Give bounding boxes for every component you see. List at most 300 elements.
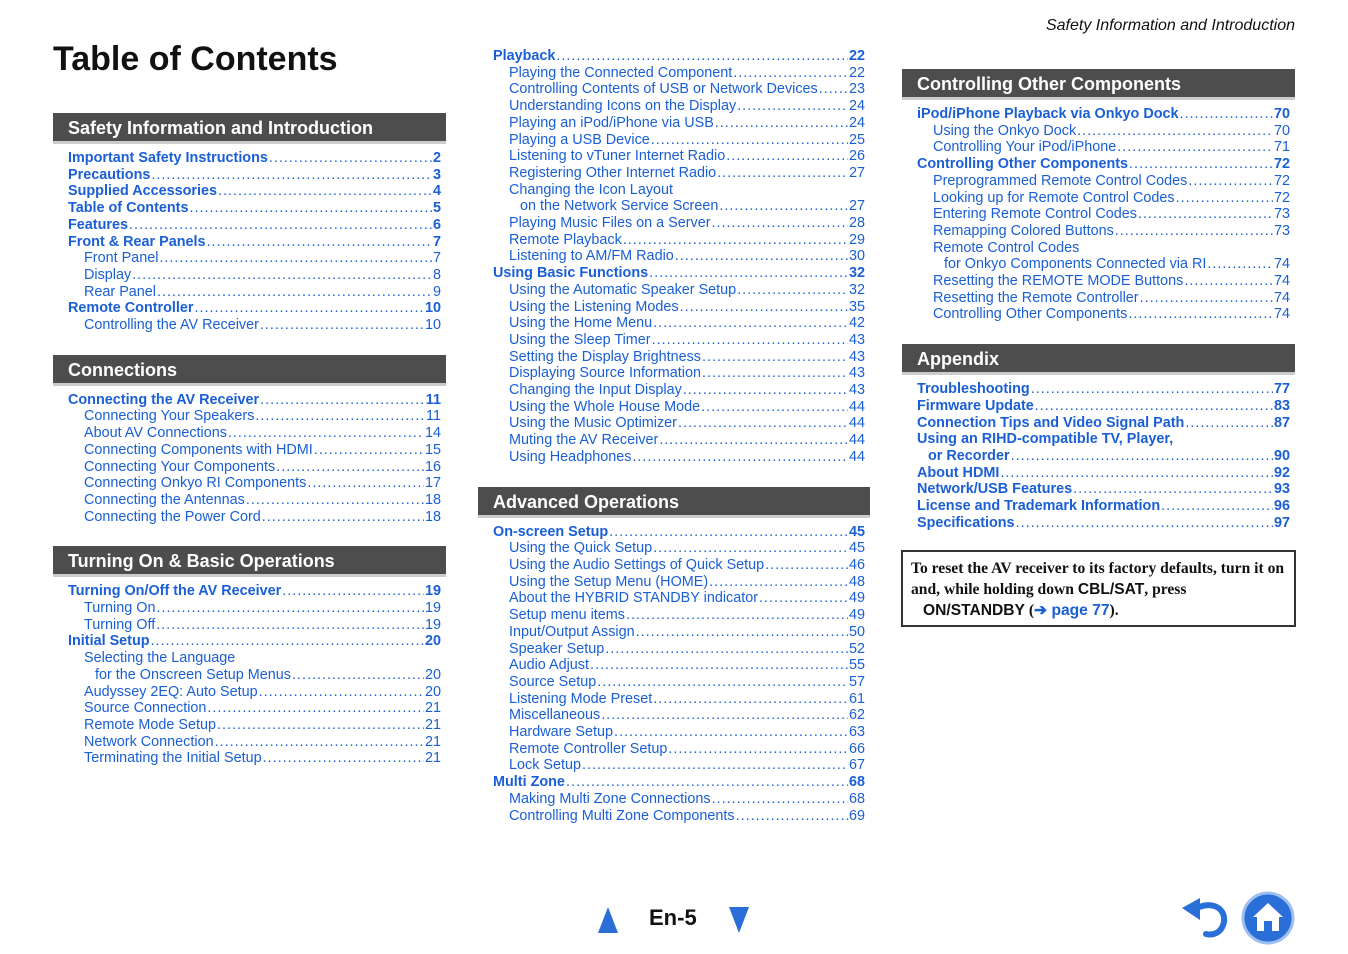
dot-leader xyxy=(636,624,848,641)
toc-column-right xyxy=(902,69,1295,531)
toc-entry-label: Muting the AV Receiver xyxy=(509,432,659,449)
dot-leader xyxy=(159,250,432,267)
dot-leader xyxy=(1180,106,1273,123)
dot-leader xyxy=(1115,223,1273,240)
toc-entry[interactable] xyxy=(493,557,865,574)
toc-entry-label: Listening to AM/FM Radio xyxy=(509,248,674,265)
toc-entry-page: 24 xyxy=(848,98,865,115)
toc-entry-label: Connecting Components with HDMI xyxy=(84,441,313,458)
dot-leader xyxy=(649,265,848,282)
toc-entry-label: Table of Contents xyxy=(68,200,189,217)
dot-leader xyxy=(736,808,848,825)
toc-entry-label: Changing the Icon Layout xyxy=(509,181,674,198)
toc-entry-label: Remote Playback xyxy=(509,231,622,248)
toc-entry-label: Precautions xyxy=(68,166,151,183)
toc-entry-page: 52 xyxy=(848,640,865,657)
section-heading: Appendix xyxy=(902,344,1295,375)
dot-leader xyxy=(189,200,432,217)
toc-entry[interactable] xyxy=(68,684,441,701)
toc-entry[interactable] xyxy=(493,707,865,724)
toc-entry[interactable] xyxy=(917,398,1290,415)
toc-entry-page: 92 xyxy=(1273,464,1290,481)
toc-entry[interactable] xyxy=(917,431,1290,448)
toc-section xyxy=(478,487,870,825)
toc-entry-page: 83 xyxy=(1273,397,1290,414)
toc-list xyxy=(53,144,446,334)
dot-leader xyxy=(582,757,848,774)
toc-entry[interactable] xyxy=(493,65,865,82)
toc-entry[interactable] xyxy=(917,173,1290,190)
toc-entry[interactable] xyxy=(493,774,865,791)
toc-entry-label: Using the Home Menu xyxy=(509,315,653,332)
toc-entry[interactable] xyxy=(68,234,441,251)
toc-entry-label: Resetting the REMOTE MODE Buttons xyxy=(933,273,1184,290)
toc-entry-label: Playing the Connected Component xyxy=(509,64,733,81)
toc-entry-page: 5 xyxy=(432,200,441,217)
toc-entry-page: 72 xyxy=(1273,189,1290,206)
dot-leader xyxy=(228,425,424,442)
toc-entry[interactable] xyxy=(493,674,865,691)
toc-entry-page: 20 xyxy=(424,633,441,650)
toc-entry-page: 87 xyxy=(1273,414,1290,431)
dot-leader xyxy=(1117,139,1273,156)
toc-entry-page: 44 xyxy=(848,398,865,415)
toc-entry-label: Preprogrammed Remote Control Codes xyxy=(933,172,1188,189)
toc-entry-label: Using the Setup Menu (HOME) xyxy=(509,573,709,590)
toc-entry[interactable] xyxy=(493,265,865,282)
toc-entry-label: Playback xyxy=(493,48,556,64)
dot-leader xyxy=(590,657,848,674)
dot-leader xyxy=(156,600,424,617)
toc-entry-page: 55 xyxy=(848,657,865,674)
toc-entry-label: Network Connection xyxy=(84,733,214,750)
toc-list xyxy=(53,386,446,526)
toc-entry-page: 69 xyxy=(848,807,865,824)
toc-entry-label: Lock Setup xyxy=(509,757,582,774)
toc-entry[interactable] xyxy=(917,223,1290,240)
toc-entry[interactable] xyxy=(493,607,865,624)
toc-entry-page: 9 xyxy=(432,283,441,300)
toc-entry[interactable] xyxy=(493,198,865,215)
toc-column-left xyxy=(53,113,446,767)
toc-entry-label: Remapping Colored Buttons xyxy=(933,222,1114,239)
toc-entry[interactable] xyxy=(493,624,865,641)
dot-leader xyxy=(605,641,848,658)
toc-entry-page: 27 xyxy=(848,198,865,215)
toc-entry-label: Turning On/Off the AV Receiver xyxy=(68,583,282,600)
toc-entry[interactable] xyxy=(493,48,865,65)
toc-entry[interactable] xyxy=(493,641,865,658)
dot-leader xyxy=(246,492,424,509)
toc-entry[interactable] xyxy=(493,282,865,299)
dot-leader xyxy=(659,432,848,449)
toc-entry-label: About the HYBRID STANDBY indicator xyxy=(509,590,759,607)
toc-entry[interactable] xyxy=(68,392,441,409)
toc-entry-label: Resetting the Remote Controller xyxy=(933,289,1139,306)
dot-leader xyxy=(1016,515,1273,532)
toc-entry[interactable] xyxy=(493,741,865,758)
toc-entry[interactable] xyxy=(493,98,865,115)
toc-entry[interactable] xyxy=(493,299,865,316)
toc-entry[interactable] xyxy=(68,583,441,600)
toc-entry-label: for the Onscreen Setup Menus xyxy=(95,666,291,683)
dot-leader xyxy=(1011,448,1273,465)
toc-entry[interactable] xyxy=(68,600,441,617)
toc-entry-page: 73 xyxy=(1273,206,1290,223)
toc-entry[interactable] xyxy=(68,167,441,184)
toc-entry-label: Listening Mode Preset xyxy=(509,690,653,707)
dot-leader xyxy=(1000,465,1273,482)
section-heading: Safety Information and Introduction xyxy=(53,113,446,144)
toc-entry[interactable] xyxy=(493,399,865,416)
toc-entry[interactable] xyxy=(493,182,865,199)
toc-entry[interactable] xyxy=(917,240,1290,257)
dot-leader xyxy=(759,590,848,607)
dot-leader xyxy=(207,700,424,717)
toc-entry-page: 44 xyxy=(848,415,865,432)
toc-entry[interactable] xyxy=(68,734,441,751)
toc-entry[interactable] xyxy=(917,381,1290,398)
toc-entry[interactable] xyxy=(493,449,865,466)
toc-entry-page: 43 xyxy=(848,382,865,399)
toc-entry-page: 35 xyxy=(848,298,865,315)
toc-entry[interactable] xyxy=(68,425,441,442)
dot-leader xyxy=(737,282,848,299)
dot-leader xyxy=(1077,123,1273,140)
toc-entry-page: 68 xyxy=(848,790,865,807)
toc-entry-label: Changing the Input Display xyxy=(509,382,682,399)
toc-entry[interactable] xyxy=(68,442,441,459)
note-paren-close: ). xyxy=(1109,602,1119,619)
toc-entry[interactable] xyxy=(493,215,865,232)
page-number: En-5 xyxy=(649,905,697,930)
toc-entry[interactable] xyxy=(68,408,441,425)
toc-entry[interactable] xyxy=(917,123,1290,140)
toc-section xyxy=(53,546,446,767)
toc-entry[interactable] xyxy=(68,317,441,334)
toc-entry-page: 21 xyxy=(424,750,441,767)
dot-leader xyxy=(609,524,848,541)
dot-leader xyxy=(653,691,848,708)
toc-section xyxy=(902,344,1295,531)
toc-entry[interactable] xyxy=(493,691,865,708)
up-triangle-icon[interactable] xyxy=(597,906,619,934)
toc-entry-label: Using the Audio Settings of Quick Setup xyxy=(509,556,765,573)
toc-entry[interactable] xyxy=(917,139,1290,156)
toc-entry-label: Turning Off xyxy=(84,616,156,633)
back-arrow-icon[interactable] xyxy=(1180,896,1228,938)
toc-entry-page: 70 xyxy=(1273,122,1290,139)
dot-leader xyxy=(719,198,848,215)
toc-entry-label: Important Safety Instructions xyxy=(68,150,268,166)
toc-entry-label: Listening to vTuner Internet Radio xyxy=(509,148,726,165)
home-icon[interactable] xyxy=(1241,891,1295,945)
toc-entry-label: Multi Zone xyxy=(493,774,565,791)
toc-entry-label: Front Panel xyxy=(84,250,159,267)
toc-entry[interactable] xyxy=(493,657,865,674)
toc-entry-page: 73 xyxy=(1273,222,1290,239)
toc-entry-page: 10 xyxy=(424,317,441,334)
toc-entry-page: 23 xyxy=(848,81,865,98)
toc-entry-page: 20 xyxy=(424,683,441,700)
toc-entry-label: Terminating the Initial Setup xyxy=(84,750,262,767)
toc-entry[interactable] xyxy=(493,382,865,399)
toc-entry-label: Connecting the Power Cord xyxy=(84,508,261,525)
toc-entry-page: 18 xyxy=(424,491,441,508)
toc-entry[interactable] xyxy=(493,791,865,808)
toc-entry-label: Playing an iPod/iPhone via USB xyxy=(509,114,714,131)
dot-leader xyxy=(260,392,425,409)
dot-leader xyxy=(623,232,848,249)
toc-entry[interactable] xyxy=(68,183,441,200)
toc-entry-label: Source Setup xyxy=(509,673,597,690)
toc-entry-label: Turning On xyxy=(84,600,156,617)
page-title: Table of Contents xyxy=(53,40,338,78)
dot-leader xyxy=(819,81,848,98)
toc-entry-page: 20 xyxy=(424,666,441,683)
toc-entry[interactable] xyxy=(68,617,441,634)
dot-leader xyxy=(675,248,848,265)
dot-leader xyxy=(156,617,424,634)
toc-entry-page: 49 xyxy=(848,590,865,607)
toc-entry-label: Entering Remote Control Codes xyxy=(933,206,1137,223)
toc-entry[interactable] xyxy=(493,365,865,382)
toc-entry-page: 72 xyxy=(1273,172,1290,189)
toc-entry-page: 15 xyxy=(424,441,441,458)
toc-entry[interactable] xyxy=(917,290,1290,307)
toc-entry[interactable] xyxy=(493,81,865,98)
toc-entry[interactable] xyxy=(493,115,865,132)
running-header: Safety Information and Introduction xyxy=(1045,17,1295,34)
toc-entry[interactable] xyxy=(917,515,1290,532)
factory-reset-note xyxy=(901,550,1296,627)
toc-entry[interactable] xyxy=(917,206,1290,223)
toc-entry-page: 6 xyxy=(432,216,441,233)
toc-entry[interactable] xyxy=(68,700,441,717)
toc-entry-page: 44 xyxy=(848,448,865,465)
toc-section xyxy=(53,355,446,526)
toc-entry[interactable] xyxy=(68,200,441,217)
toc-entry[interactable] xyxy=(493,232,865,249)
toc-entry[interactable] xyxy=(493,524,865,541)
toc-entry-page: 45 xyxy=(848,523,865,540)
toc-entry[interactable] xyxy=(917,190,1290,207)
toc-entry[interactable] xyxy=(917,256,1290,273)
toc-list xyxy=(478,48,870,466)
toc-entry[interactable] xyxy=(493,132,865,149)
dot-leader xyxy=(1129,156,1273,173)
section-heading: Connections xyxy=(53,355,446,386)
toc-entry[interactable] xyxy=(493,148,865,165)
section-heading: Advanced Operations xyxy=(478,487,870,518)
toc-entry[interactable] xyxy=(493,432,865,449)
toc-entry-label: Using the Music Optimizer xyxy=(509,415,677,432)
toc-entry[interactable] xyxy=(68,300,441,317)
dot-leader xyxy=(1138,206,1273,223)
toc-entry-label: Using the Whole House Mode xyxy=(509,398,701,415)
toc-entry-page: 68 xyxy=(848,774,865,791)
toc-entry-page: 14 xyxy=(424,425,441,442)
toc-entry-label: Using the Automatic Speaker Setup xyxy=(509,281,737,298)
toc-entry[interactable] xyxy=(917,465,1290,482)
dot-leader xyxy=(653,315,848,332)
toc-list xyxy=(53,577,446,767)
toc-entry[interactable] xyxy=(493,165,865,182)
toc-entry-page: 27 xyxy=(848,164,865,181)
toc-entry-page: 77 xyxy=(1273,381,1290,398)
toc-entry-label: Displaying Source Information xyxy=(509,365,701,382)
dot-leader xyxy=(1185,415,1273,432)
down-triangle-icon[interactable] xyxy=(728,906,750,934)
toc-entry-label: Using the Listening Modes xyxy=(509,298,679,315)
toc-entry[interactable] xyxy=(917,273,1290,290)
toc-entry[interactable] xyxy=(493,574,865,591)
toc-entry[interactable] xyxy=(68,475,441,492)
dot-leader xyxy=(260,317,424,334)
toc-entry[interactable] xyxy=(493,248,865,265)
toc-list xyxy=(902,100,1295,323)
dot-leader xyxy=(597,674,848,691)
dot-leader xyxy=(614,724,848,741)
toc-entry-label: Setting the Display Brightness xyxy=(509,348,701,365)
toc-entry[interactable] xyxy=(917,498,1290,515)
dot-leader xyxy=(259,684,424,701)
toc-entry[interactable] xyxy=(68,284,441,301)
toc-entry-label: Network/USB Features xyxy=(917,481,1073,498)
toc-entry-label: Firmware Update xyxy=(917,397,1034,414)
toc-entry-label: or Recorder xyxy=(928,447,1010,464)
toc-entry-page: 21 xyxy=(424,716,441,733)
toc-entry-page: 3 xyxy=(432,166,441,183)
toc-entry-label: Controlling Multi Zone Components xyxy=(509,807,735,824)
section-heading: Turning On & Basic Operations xyxy=(53,546,446,577)
dot-leader xyxy=(653,540,848,557)
dot-leader xyxy=(733,65,848,82)
toc-entry-page: 61 xyxy=(848,690,865,707)
toc-entry-label: for Onkyo Components Connected via RI xyxy=(944,256,1207,273)
toc-entry[interactable] xyxy=(68,650,441,667)
toc-entry-page: 62 xyxy=(848,707,865,724)
toc-entry[interactable] xyxy=(493,590,865,607)
toc-entry[interactable] xyxy=(68,509,441,526)
toc-entry[interactable] xyxy=(68,250,441,267)
note-page-link[interactable]: page 77 xyxy=(1047,602,1110,619)
toc-entry[interactable] xyxy=(917,156,1290,173)
dot-leader xyxy=(709,574,848,591)
dot-leader xyxy=(601,707,848,724)
dot-leader xyxy=(132,267,432,284)
toc-entry-label: Specifications xyxy=(917,514,1015,531)
note-text-1: To reset the AV receiver to its factory defaults, turn it on and, while holding down xyxy=(911,560,1285,598)
toc-entry-label: Connection Tips and Video Signal Path xyxy=(917,414,1185,431)
toc-entry[interactable] xyxy=(493,415,865,432)
section-heading: Controlling Other Components xyxy=(902,69,1295,100)
toc-entry-label: Connecting Your Components xyxy=(84,458,276,475)
toc-entry[interactable] xyxy=(493,315,865,332)
toc-entry[interactable] xyxy=(917,106,1290,123)
toc-entry-page: 22 xyxy=(848,64,865,81)
note-key-on-standby: ON/STANDBY xyxy=(923,602,1025,619)
toc-entry-page: 74 xyxy=(1273,289,1290,306)
toc-entry[interactable] xyxy=(917,481,1290,498)
dot-leader xyxy=(683,382,848,399)
note-paren-open: ( xyxy=(1024,602,1035,619)
dot-leader xyxy=(1128,306,1273,323)
toc-entry[interactable] xyxy=(493,808,865,825)
toc-section xyxy=(53,113,446,334)
toc-entry[interactable] xyxy=(68,667,441,684)
toc-entry-page: 45 xyxy=(848,540,865,557)
toc-entry-label: Controlling Other Components xyxy=(917,156,1129,173)
toc-entry[interactable] xyxy=(68,750,441,767)
toc-entry-label: Connecting Your Speakers xyxy=(84,408,255,425)
toc-entry-label: Remote Controller Setup xyxy=(509,740,668,757)
toc-entry[interactable] xyxy=(493,724,865,741)
toc-entry[interactable] xyxy=(68,492,441,509)
toc-entry[interactable] xyxy=(68,150,441,167)
dot-leader xyxy=(717,165,848,182)
toc-entry[interactable] xyxy=(68,633,441,650)
dot-leader xyxy=(1184,273,1273,290)
dot-leader xyxy=(1176,190,1273,207)
toc-entry-label: About AV Connections xyxy=(84,425,227,442)
toc-entry[interactable] xyxy=(917,415,1290,432)
toc-entry-page: 32 xyxy=(848,281,865,298)
dot-leader xyxy=(566,774,848,791)
toc-entry-label: Initial Setup xyxy=(68,633,150,650)
toc-entry-label: Playing Music Files on a Server xyxy=(509,215,711,232)
toc-entry[interactable] xyxy=(68,717,441,734)
dot-leader xyxy=(307,475,424,492)
toc-entry[interactable] xyxy=(493,349,865,366)
dot-leader xyxy=(1031,381,1273,398)
toc-entry-page: 7 xyxy=(432,250,441,267)
toc-entry-page: 63 xyxy=(848,724,865,741)
dot-leader xyxy=(1073,481,1273,498)
toc-entry-label: Setup menu items xyxy=(509,607,625,624)
dot-leader xyxy=(1207,256,1273,273)
dot-leader xyxy=(217,717,424,734)
note-arrow-icon[interactable]: ➔ xyxy=(1034,602,1048,619)
toc-entry[interactable] xyxy=(493,332,865,349)
toc-entry[interactable] xyxy=(493,757,865,774)
toc-entry-label: Supplied Accessories xyxy=(68,183,218,200)
dot-leader xyxy=(292,667,424,684)
toc-entry[interactable] xyxy=(493,540,865,557)
toc-entry[interactable] xyxy=(68,459,441,476)
toc-entry-page: 44 xyxy=(848,432,865,449)
toc-entry-page: 42 xyxy=(848,315,865,332)
toc-entry[interactable] xyxy=(917,448,1290,465)
dot-leader xyxy=(765,557,848,574)
toc-entry[interactable] xyxy=(68,217,441,234)
dot-leader xyxy=(263,750,424,767)
toc-entry-label: On-screen Setup xyxy=(493,523,609,540)
toc-section xyxy=(902,69,1295,323)
toc-entry-label: License and Trademark Information xyxy=(917,498,1161,515)
toc-entry-label: Using the Sleep Timer xyxy=(509,331,651,348)
dot-leader xyxy=(651,132,848,149)
dot-leader xyxy=(314,442,424,459)
toc-entry-label: Making Multi Zone Connections xyxy=(509,790,711,807)
note-key-cbl-sat: CBL/SAT xyxy=(1077,581,1145,598)
toc-entry-label: Controlling Your iPod/iPhone xyxy=(933,139,1117,156)
toc-entry[interactable] xyxy=(917,306,1290,323)
toc-entry-page: 43 xyxy=(848,331,865,348)
toc-entry[interactable] xyxy=(68,267,441,284)
dot-leader xyxy=(129,217,432,234)
dot-leader xyxy=(678,415,848,432)
